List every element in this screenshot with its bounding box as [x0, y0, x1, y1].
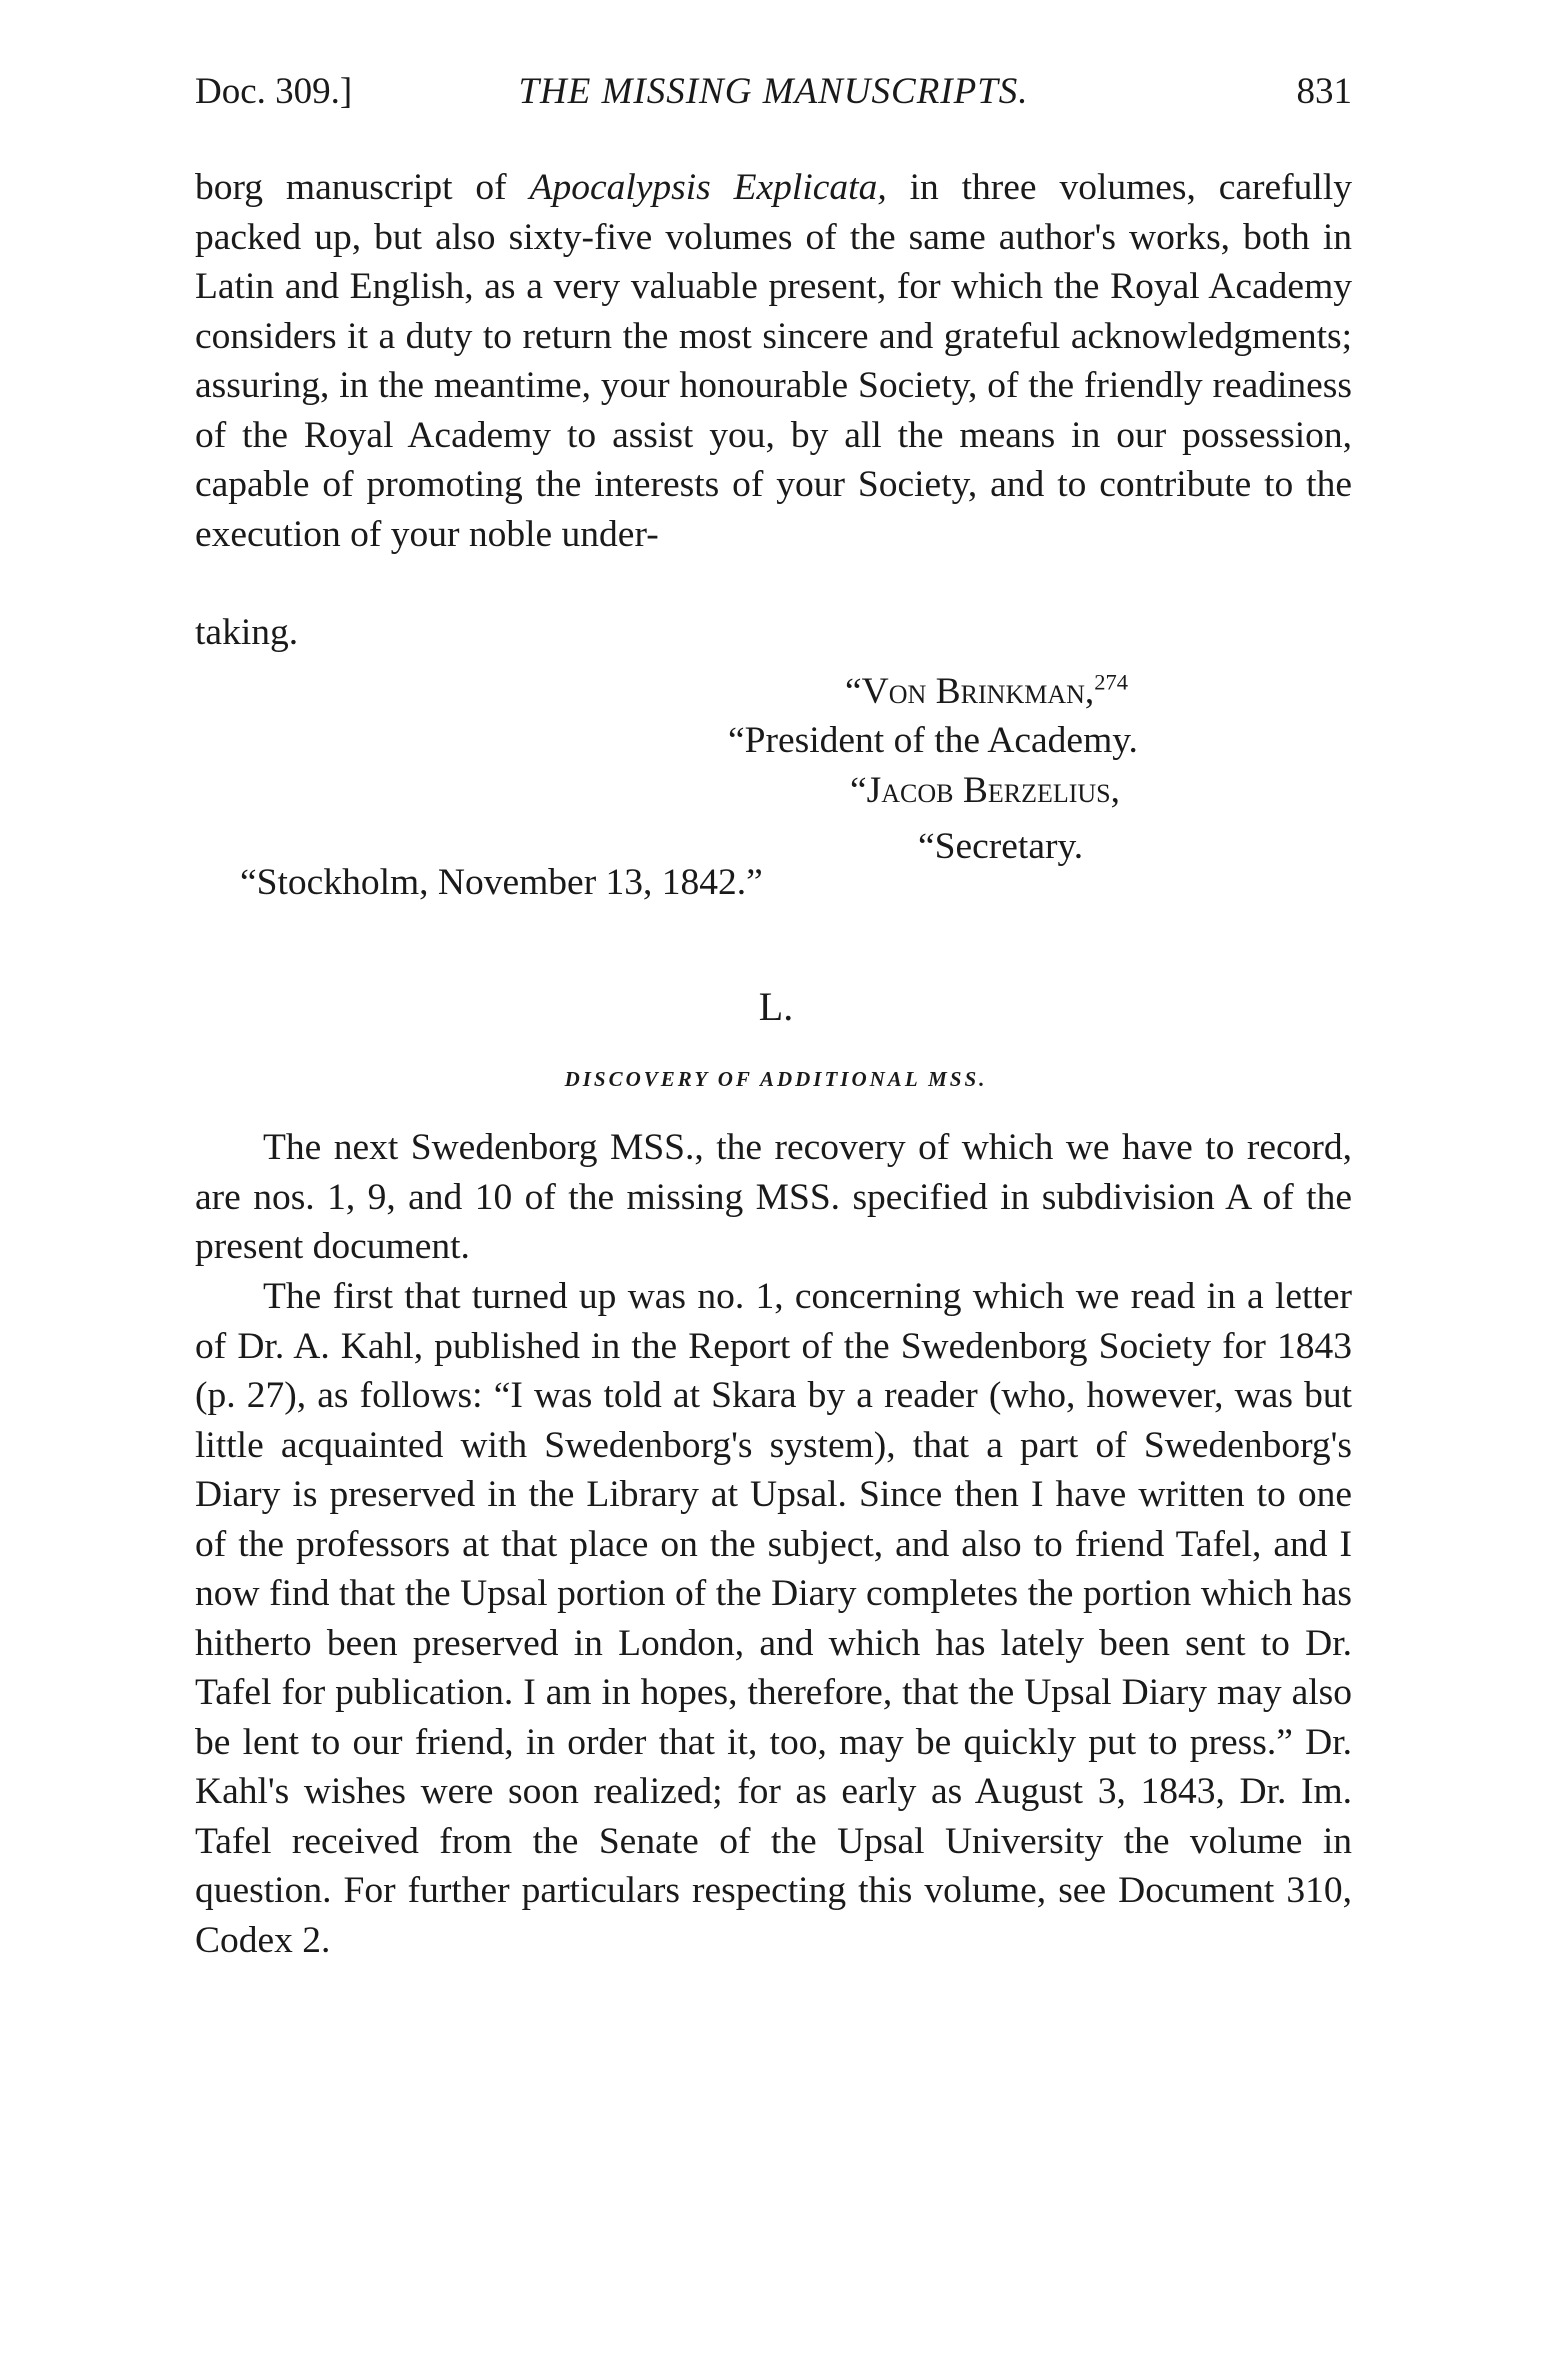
letter-paragraph [195, 163, 1352, 559]
paragraph-body: in three volumes, carefully packed up, but also sixty-five volumes of the same author's works, both in Latin and English, as a very valuable present, for which the Royal Academy considers it a duty to return the most sincere and grateful acknowledgments; assuring, in the meantime, your honourable Society, of the friendly readiness of the Royal Academy to assist you, by all the means in our possession, capable of promoting the interests of your Society, and to contribute to the execution of your noble under- [195, 167, 1353, 555]
footnote-marker: 274 [1094, 669, 1129, 695]
letter-paragraph-last-line: taking. [195, 612, 299, 653]
section-number: L. [758, 984, 794, 1029]
body-paragraph: The next Swedenborg MSS., the recovery of which we have to record, are nos. 1, 9, and 10 of the missing MSS. specified in subdivision A of the present document. [195, 1127, 1352, 1267]
signatory-secretary: “Jacob Berzelius, [850, 770, 1120, 811]
document-number: Doc. 309.] [195, 71, 353, 112]
running-title: THE MISSING MANUSCRIPTS. [518, 71, 1029, 112]
letter-date-line: “Stockholm, November 13, 1842.” [240, 862, 763, 903]
book-title: Apocalypsis Explicata, [529, 167, 887, 208]
running-header [195, 70, 1352, 130]
body-paragraph: The first that turned up was no. 1, concerning which we read in a letter of Dr. A. Kahl, published in the Report of the Swedenborg Society for 1843 (p. 27), as follows: “I was told at Skara by a reader (who, however, was but little acquainted with Swedenborg's system), that a part of Swedenborg's Diary is preserved in the Library at Upsal. Since then I have written to one of the professors at that place on the subject, and also to friend Tafel, and I now find that the Upsal portion of the Diary completes the portion which has hitherto been preserved in London, and which has lately been sent to Dr. Tafel for publication. I am in hopes, therefore, that the Upsal Diary may also be lent to our friend, in order that it, too, may be quickly put to press.” Dr. Kahl's wishes were soon realized; for as early as August 3, 1843, Dr. Im. Tafel received from the Senate of the Upsal University the volume in question. For further particulars respecting this volume, see Document 310, Codex 2. [195, 1276, 1352, 1961]
page-number: 831 [1296, 71, 1352, 112]
signatory-president-title: “President of the Academy. [728, 720, 1138, 761]
section-title: DISCOVERY OF ADDITIONAL MSS. [564, 1067, 988, 1091]
paragraph-lead: borg manuscript of [195, 167, 530, 208]
signatory-president: “Von Brinkman,$^{274}$ [845, 669, 1129, 712]
signatory-secretary-title: “Secretary. [918, 826, 1084, 867]
